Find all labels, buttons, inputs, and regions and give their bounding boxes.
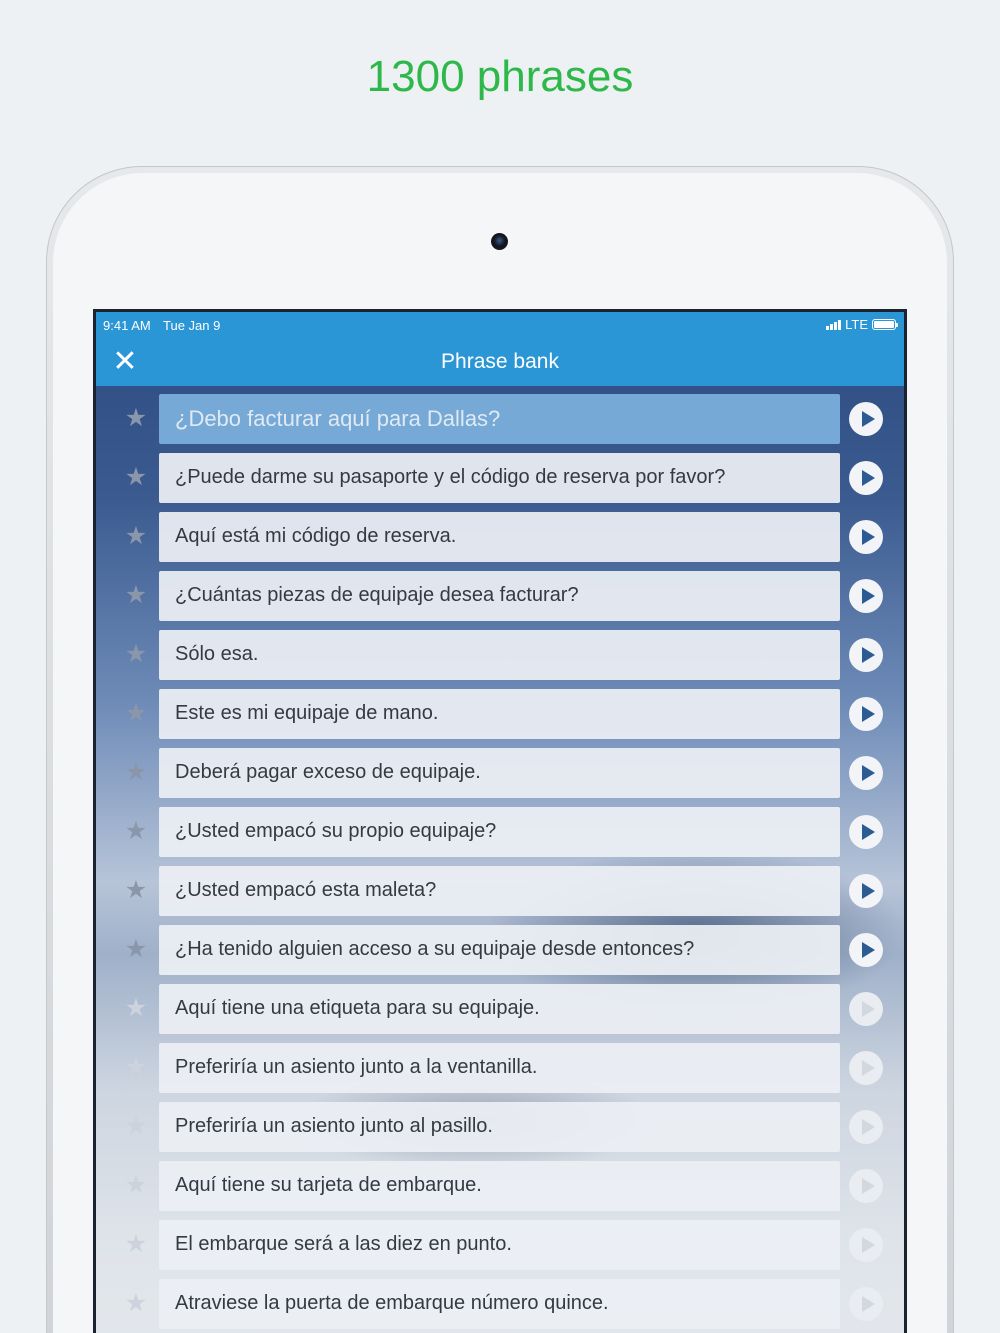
phrase-row xyxy=(96,571,904,621)
phrase-text[interactable]: Preferiría un asiento junto a la ventanilla. xyxy=(159,1043,840,1093)
play-icon[interactable] xyxy=(849,1051,883,1085)
favorite-star-icon[interactable]: ★ xyxy=(124,640,148,668)
favorite-star-icon[interactable]: ★ xyxy=(124,404,148,432)
favorite-star-icon[interactable]: ★ xyxy=(124,581,148,609)
favorite-star-icon[interactable]: ★ xyxy=(124,522,148,550)
play-icon[interactable] xyxy=(849,1169,883,1203)
phrase-row xyxy=(96,689,904,739)
phrase-text[interactable]: Preferiría un asiento junto al pasillo. xyxy=(159,1102,840,1152)
page-title: Phrase bank xyxy=(441,350,559,373)
favorite-star-icon[interactable]: ★ xyxy=(124,876,148,904)
phrase-row xyxy=(96,1220,904,1270)
network-label: LTE xyxy=(845,317,868,332)
phrase-row xyxy=(96,925,904,975)
play-icon[interactable] xyxy=(849,815,883,849)
play-icon[interactable] xyxy=(849,1287,883,1321)
phrase-text[interactable]: Aquí tiene su tarjeta de embarque. xyxy=(159,1161,840,1211)
status-time: 9:41 AM xyxy=(103,318,151,333)
play-icon[interactable] xyxy=(849,579,883,613)
phrase-text[interactable]: ¿Ha tenido alguien acceso a su equipaje desde entonces? xyxy=(159,925,840,975)
close-icon: ✕ xyxy=(112,345,138,378)
headline-caption: 1300 phrases xyxy=(366,52,634,101)
phrase-text[interactable]: ¿Usted empacó su propio equipaje? xyxy=(159,807,840,857)
phrase-text[interactable]: Este es mi equipaje de mano. xyxy=(159,689,840,739)
phrase-text[interactable]: Aquí tiene una etiqueta para su equipaje. xyxy=(159,984,840,1034)
favorite-star-icon[interactable]: ★ xyxy=(124,699,148,727)
battery-icon xyxy=(872,319,896,330)
phrase-text[interactable]: Atraviese la puerta de embarque número quince. xyxy=(159,1279,840,1329)
phrase-row xyxy=(96,984,904,1034)
phrase-row xyxy=(96,1102,904,1152)
phrase-text[interactable]: Aquí está mi código de reserva. xyxy=(159,512,840,562)
nav-bar xyxy=(96,338,904,386)
favorite-star-icon[interactable]: ★ xyxy=(124,1171,148,1199)
phrase-row xyxy=(96,1043,904,1093)
phrase-row xyxy=(96,394,904,444)
status-indicators xyxy=(826,317,896,332)
signal-icon xyxy=(826,319,841,330)
phrase-row xyxy=(96,512,904,562)
app-view xyxy=(96,312,904,1333)
favorite-star-icon[interactable]: ★ xyxy=(124,1230,148,1258)
phrase-text[interactable]: El embarque será a las diez en punto. xyxy=(159,1220,840,1270)
play-icon[interactable] xyxy=(849,992,883,1026)
phrase-row xyxy=(96,1279,904,1329)
play-icon[interactable] xyxy=(849,1110,883,1144)
status-bar xyxy=(96,312,904,338)
phrase-row xyxy=(96,748,904,798)
favorite-star-icon[interactable]: ★ xyxy=(124,1112,148,1140)
phrase-row xyxy=(96,807,904,857)
phrase-list xyxy=(96,394,904,1333)
play-icon[interactable] xyxy=(849,402,883,436)
play-icon[interactable] xyxy=(849,874,883,908)
phrase-text[interactable]: ¿Puede darme su pasaporte y el código de reserva por favor? xyxy=(159,453,840,503)
favorite-star-icon[interactable]: ★ xyxy=(124,817,148,845)
play-icon[interactable] xyxy=(849,461,883,495)
phrase-text[interactable]: Sólo esa. xyxy=(159,630,840,680)
phrase-row xyxy=(96,630,904,680)
play-icon[interactable] xyxy=(849,638,883,672)
favorite-star-icon[interactable]: ★ xyxy=(124,463,148,491)
phrase-row xyxy=(96,1161,904,1211)
phrase-text[interactable]: ¿Cuántas piezas de equipaje desea facturar? xyxy=(159,571,840,621)
favorite-star-icon[interactable]: ★ xyxy=(124,1053,148,1081)
phrase-text[interactable]: ¿Usted empacó esta maleta? xyxy=(159,866,840,916)
play-icon[interactable] xyxy=(849,756,883,790)
favorite-star-icon[interactable]: ★ xyxy=(124,758,148,786)
play-icon[interactable] xyxy=(849,520,883,554)
favorite-star-icon[interactable]: ★ xyxy=(124,994,148,1022)
phrase-row xyxy=(96,453,904,503)
phrase-row xyxy=(96,866,904,916)
phrase-text[interactable]: ¿Debo facturar aquí para Dallas? xyxy=(159,394,840,444)
status-date: Tue Jan 9 xyxy=(163,318,221,333)
favorite-star-icon[interactable]: ★ xyxy=(124,1289,148,1317)
tablet-screen xyxy=(93,309,907,1333)
favorite-star-icon[interactable]: ★ xyxy=(124,935,148,963)
play-icon[interactable] xyxy=(849,1228,883,1262)
front-camera xyxy=(491,233,508,250)
play-icon[interactable] xyxy=(849,933,883,967)
phrase-text[interactable]: Deberá pagar exceso de equipaje. xyxy=(159,748,840,798)
play-icon[interactable] xyxy=(849,697,883,731)
